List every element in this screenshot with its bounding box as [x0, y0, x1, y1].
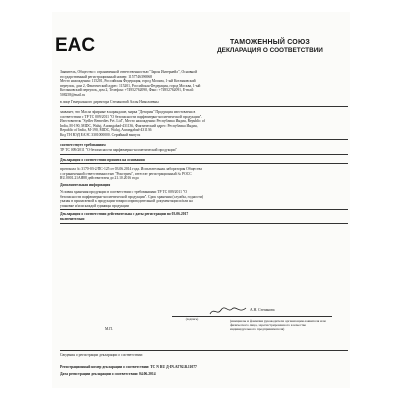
signature-caption: (подпись) [185, 317, 199, 321]
product-line: Код ТН ВЭД ЕАЭС 3301000000. Серийный выпуск [60, 132, 141, 137]
registration-number: Регистрационный номер декларации о соответствии: ТС N RU Д-IN.АГ92.В.11077 [60, 365, 197, 369]
extra-info-line: Условия хранения продукции в соответствии с требованиями ТР ТС 009/2011 "О [60, 190, 188, 194]
extra-info-line: безопасности парфюмерно-косметической продукции". Срок хранения (службы, годности) [60, 194, 204, 199]
applicant-line: Место нахождения: 115201, Российская Федерация, город Москва, 1-ый Котляковский [60, 79, 196, 83]
extra-info-line: упаковке и/или каждой единицы продукции [60, 203, 129, 208]
requirements-label: соответствует требованиям [60, 143, 106, 147]
applicant-line: переулок, дом 2, Фактический адрес: 115201, Российская Федерация, город Москва, 1-ый [60, 83, 201, 88]
basis-line: с ограниченной ответственностью "Рокстрим", аттестат регистрационный № РОСС [60, 171, 192, 176]
extra-info-label: Дополнительная информация [60, 183, 111, 187]
divider [60, 106, 348, 107]
product-line: заявляет, что Масла эфирные в карандаше, марка "Дезорин" Продукция изготовлена в [60, 110, 196, 114]
requirements-text: ТР ТС 009/2011 "О безопасности парфюмерно-косметической продукции" [60, 148, 177, 152]
product-line: Изготовитель "Sydler Remedies Pvt. Ltd", Место нахождения: Республика Индия, Republic of [60, 119, 205, 123]
product-line: India, M-190, MIDC, Waluj, Aurangabad-431136, Фактический адрес: Республика Индия, [60, 123, 198, 128]
registration-info-label: Сведения о регистрации декларации о соответствии: [60, 353, 143, 357]
divider [60, 223, 348, 224]
basis-label: Декларация о соответствии принята на основании [60, 158, 145, 162]
union-title: ТАМОЖЕННЫЙ СОЮЗ [230, 39, 310, 46]
signer-caption: (инициалы и фамилия руководителя организации-заявителя или физического лица, зарегистрированного в качестве индивидуального предпринимателя) [230, 319, 326, 331]
divider [60, 163, 348, 164]
divider [60, 154, 348, 155]
validity-suffix: включительно [60, 217, 85, 221]
basis-line: протокола № 3170-03-2/ПС-125 от 03.06.2014 года. Испытательная лаборатория Общества [60, 167, 202, 171]
applicant-line: Котляковский переулок, дом 2, Телефон: +74952762090, Факс: +74952762091, E-mail: [60, 88, 194, 92]
registration-date: Дата регистрации декларации о соответствии: 04.06.2014 [60, 372, 156, 376]
applicant-line: Заявитель, Общество с ограниченной ответственностью "Зарон Интернейл", Основной [60, 70, 198, 74]
signer-name: А.Н. Степанова [250, 308, 275, 312]
divider [60, 209, 348, 210]
svg-text:EAC: EAC [54, 35, 96, 56]
product-line: Republic of India, M-190, MIDC, Waluj, Aurangabad-431136 [60, 128, 152, 132]
divider [60, 350, 348, 351]
applicant-line: 508258@mail.ru [60, 92, 86, 97]
basis-line: RU.0001.21АЯ88 действителен до 21.10.2016 года [60, 176, 139, 180]
applicant-representative: в лице Генерального директора Степановой Аллы Николаевны [60, 100, 159, 104]
eac-logo [54, 33, 96, 56]
document-title: ДЕКЛАРАЦИЯ О СООТВЕТСТВИИ [217, 47, 323, 54]
extra-info-line: указан в прилагаемой к продукции товаросопроводительной документации и/или на [60, 199, 193, 203]
applicant-line: государственный регистрационный номер: 1157746396968 [60, 74, 153, 79]
validity-text: Декларация о соответствии действительна с даты регистрации по 03.06.2017 [60, 212, 189, 216]
product-line: соответствии с ТР ТС 009/2011 "О безопасности парфюмерно-косметической продукции". [60, 114, 203, 119]
divider [60, 139, 348, 140]
stamp-place-label: М.П. [105, 327, 113, 331]
